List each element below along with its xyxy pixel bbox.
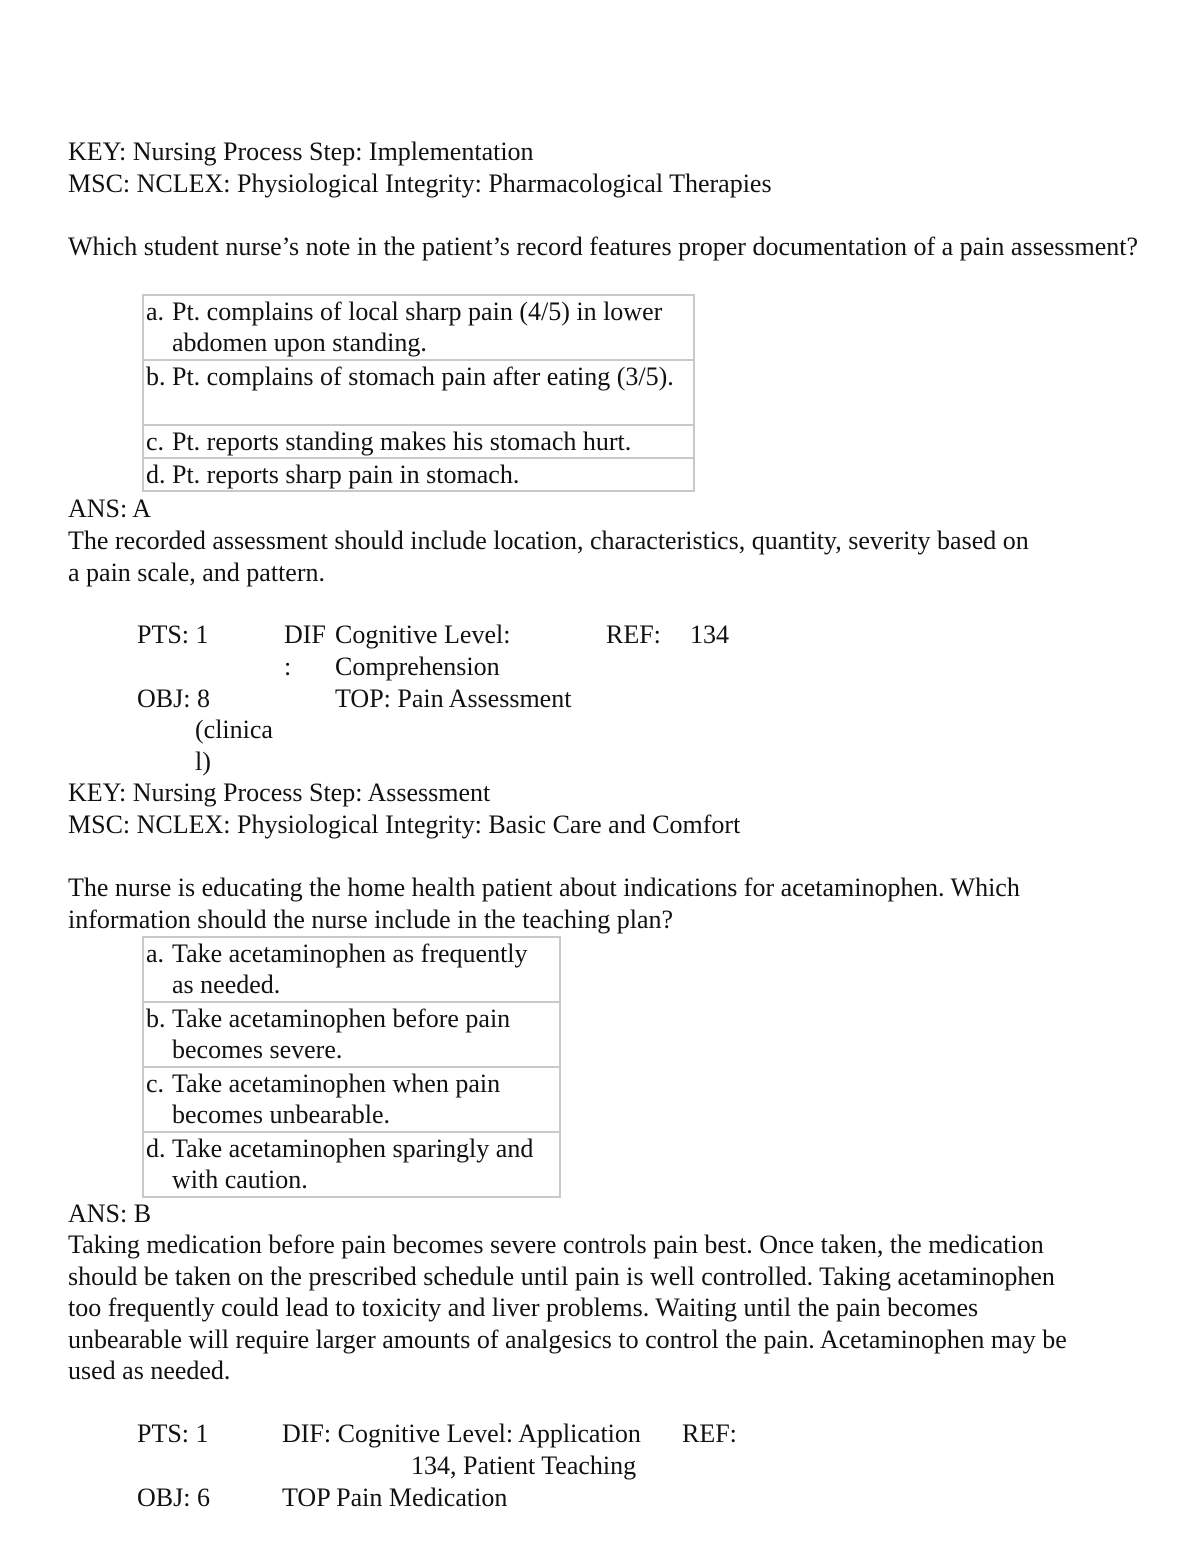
q2-top: TOP Pain Medication bbox=[282, 1483, 508, 1512]
choice-text: Take acetaminophen before pain becomes severe. bbox=[172, 1002, 560, 1067]
choice-letter: c. bbox=[143, 425, 172, 458]
q2-ref-value: 134, Patient Teaching bbox=[411, 1451, 637, 1480]
q2-choice-c bbox=[143, 1067, 560, 1132]
q1-obj-cont-1: (clinica bbox=[195, 715, 273, 744]
choice-text: Take acetaminophen when pain becomes unbearable. bbox=[172, 1067, 560, 1132]
q2-obj: OBJ: 6 bbox=[137, 1483, 210, 1512]
q1-choices-table bbox=[142, 294, 695, 492]
q2-choice-d bbox=[143, 1132, 560, 1197]
q1-dif-value-1: Cognitive Level: bbox=[335, 620, 511, 649]
choice-text: Take acetaminophen sparingly and with caution. bbox=[172, 1132, 560, 1197]
q1-choice-a bbox=[143, 295, 694, 360]
q2-choice-b bbox=[143, 1002, 560, 1067]
q1-key-line: KEY: Nursing Process Step: Assessment bbox=[68, 778, 491, 807]
q1-dif-colon: : bbox=[284, 652, 292, 681]
choice-letter: d. bbox=[143, 1132, 172, 1197]
q1-dif-value-2: Comprehension bbox=[335, 652, 500, 681]
q2-stem: The nurse is educating the home health patient about indications for acetaminophen. Which information should the nurse include in the teaching plan? bbox=[68, 873, 1020, 934]
prev-msc-line: MSC: NCLEX: Physiological Integrity: Pharmacological Therapies bbox=[68, 169, 772, 198]
q2-rationale: Taking medication before pain becomes severe controls pain best. Once taken, the medication should be taken on the prescribed schedule until pain is well controlled. Taking acetaminophen too frequently could lead to toxicity and liver problems. Waiting until the pain becomes unbearable will require larger amounts of analgesics to control the pain. Acetaminophen may be used as needed. bbox=[68, 1230, 1067, 1385]
choice-text: Pt. reports sharp pain in stomach. bbox=[172, 458, 694, 491]
choice-letter: a. bbox=[143, 295, 172, 360]
q1-stem: Which student nurse’s note in the patient’s record features proper documentation of a pain assessment? bbox=[68, 232, 1138, 261]
choice-text: Pt. complains of stomach pain after eating (3/5). bbox=[172, 360, 694, 425]
choice-letter: c. bbox=[143, 1067, 172, 1132]
choice-text: Take acetaminophen as frequently as needed. bbox=[172, 937, 560, 1002]
choice-text: Pt. reports standing makes his stomach hurt. bbox=[172, 425, 694, 458]
q1-choice-b bbox=[143, 360, 694, 425]
choice-letter: d. bbox=[143, 458, 172, 491]
q2-choice-a bbox=[143, 937, 560, 1002]
q1-obj-cont-2: l) bbox=[195, 747, 211, 776]
q2-ref-label: REF: bbox=[682, 1419, 737, 1448]
q1-ref-value: 134 bbox=[690, 620, 729, 649]
q2-choices-table bbox=[142, 936, 561, 1198]
q1-answer: ANS: A bbox=[68, 494, 152, 523]
q1-dif-label: DIF bbox=[284, 620, 326, 649]
q1-obj: OBJ: 8 bbox=[137, 684, 210, 713]
choice-letter: b. bbox=[143, 1002, 172, 1067]
choice-text: Pt. complains of local sharp pain (4/5) in lower abdomen upon standing. bbox=[172, 295, 694, 360]
q1-msc-line: MSC: NCLEX: Physiological Integrity: Basic Care and Comfort bbox=[68, 810, 741, 839]
q1-pts: PTS: 1 bbox=[137, 620, 209, 649]
prev-key-line: KEY: Nursing Process Step: Implementation bbox=[68, 137, 534, 166]
q1-choice-c bbox=[143, 425, 694, 458]
q2-answer: ANS: B bbox=[68, 1199, 152, 1228]
q1-ref-label: REF: bbox=[606, 620, 661, 649]
choice-letter: a. bbox=[143, 937, 172, 1002]
q2-pts: PTS: 1 bbox=[137, 1419, 209, 1448]
q1-rationale: The recorded assessment should include location, characteristics, quantity, severity based on a pain scale, and pattern. bbox=[68, 526, 1029, 587]
q1-top: TOP: Pain Assessment bbox=[335, 684, 572, 713]
q1-choice-d bbox=[143, 458, 694, 491]
choice-letter: b. bbox=[143, 360, 172, 425]
q2-dif: DIF: Cognitive Level: Application bbox=[282, 1419, 641, 1448]
